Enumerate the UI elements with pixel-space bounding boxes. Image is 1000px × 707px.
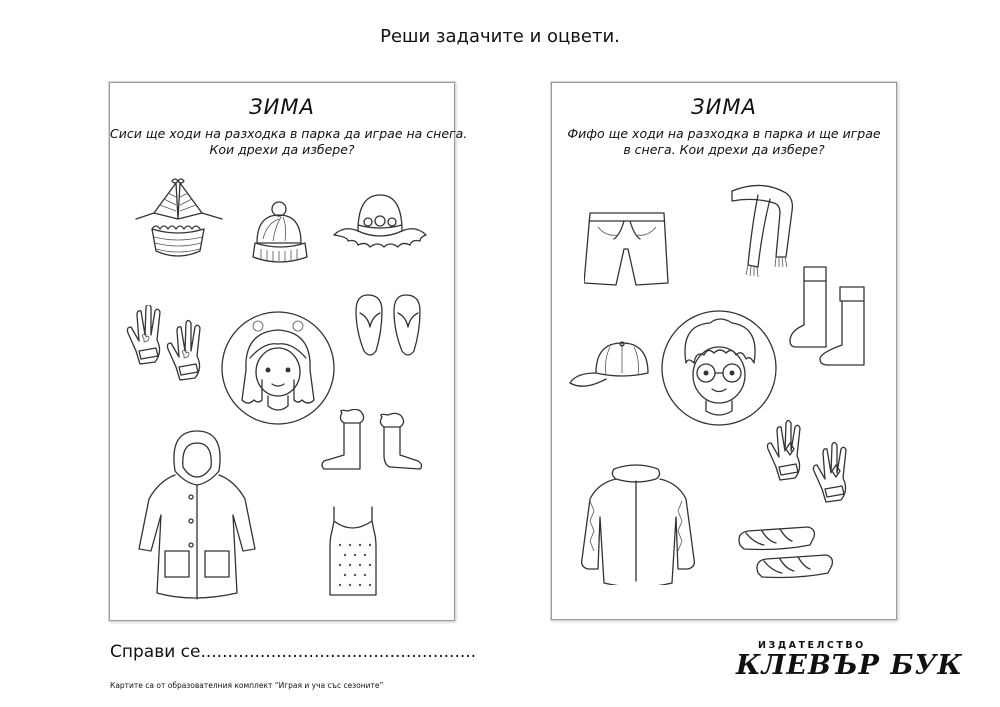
- shorts-icon[interactable]: [584, 207, 670, 291]
- winter-jacket-icon[interactable]: [576, 461, 698, 585]
- gloves-icon[interactable]: [764, 417, 864, 511]
- footer-note: Картите са от образователния комплект “Играя и уча със сезоните”: [110, 681, 384, 690]
- question-line-1: Сиси ще ходи на разходка в парка да играе на снега.: [110, 126, 468, 141]
- publisher-logo: КЛЕВЪР БУК: [736, 650, 963, 681]
- publisher-logo-small: ИЗДАТЕЛСТВО: [758, 640, 866, 651]
- card-left: [109, 82, 468, 621]
- winter-boots-icon[interactable]: [318, 409, 428, 475]
- cap-icon[interactable]: [566, 339, 654, 397]
- rain-boots-icon[interactable]: [784, 263, 884, 367]
- card-title: ЗИМА: [249, 95, 315, 119]
- question-line-2: Кои дрехи да избере?: [209, 142, 355, 157]
- question-line-1: Фифо ще ходи на разходка в парка и ще играе: [567, 126, 881, 141]
- card-right: [551, 82, 897, 620]
- hooded-coat-icon[interactable]: [135, 425, 259, 601]
- swimsuit-icon[interactable]: [130, 175, 226, 267]
- page-instruction: Реши задачите и оцвети.: [380, 26, 620, 47]
- flip-flops-icon[interactable]: [348, 291, 428, 363]
- sun-hat-icon[interactable]: [330, 191, 430, 257]
- card-title: ЗИМА: [691, 95, 757, 119]
- gloves-icon[interactable]: [124, 305, 214, 389]
- knit-hat-icon[interactable]: [249, 199, 313, 271]
- question-line-2: в снега. Кои дрехи да избере?: [623, 142, 825, 157]
- card-question: [110, 126, 468, 158]
- sandals-icon[interactable]: [732, 515, 842, 589]
- done-label: Справи се...................................................: [110, 642, 477, 662]
- card-question: [552, 126, 896, 158]
- boy-portrait-icon: [660, 309, 778, 427]
- tank-top-icon[interactable]: [320, 503, 386, 599]
